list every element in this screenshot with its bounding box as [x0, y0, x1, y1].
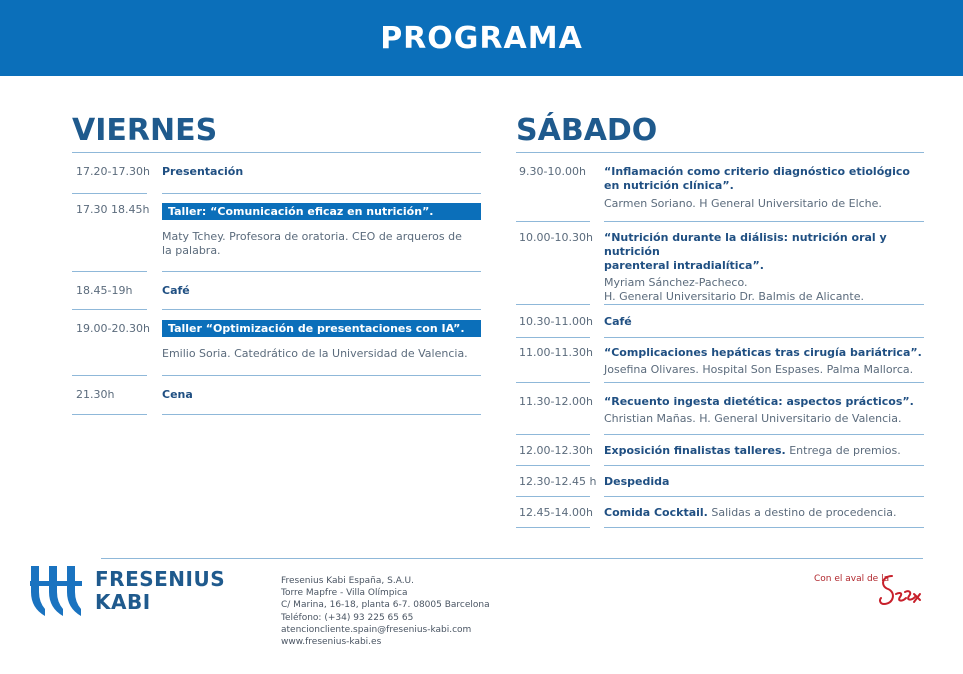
row-title-cont: parenteral intradialítica”.	[604, 259, 764, 272]
row-title: Café	[604, 315, 632, 328]
schedule-row	[516, 338, 924, 383]
logo-word-1: FRESENIUS	[95, 567, 226, 591]
row-speaker-cont: la palabra.	[162, 244, 221, 257]
row-title: Comida Cocktail.	[604, 506, 708, 519]
programa-banner	[0, 0, 963, 76]
row-content	[604, 222, 924, 305]
row-content	[604, 497, 924, 528]
row-title: Exposición finalistas talleres.	[604, 444, 786, 457]
schedule-row	[72, 272, 481, 310]
row-title: “Inflamación como criterio diagnóstico etiológico	[604, 165, 910, 178]
address-building: Torre Mapfre - Villa Olímpica	[281, 588, 408, 599]
logo-word-2: KABI	[95, 590, 151, 614]
row-title-cont: en nutrición clínica”.	[604, 179, 734, 192]
row-time: 12.45-14.00h	[519, 506, 593, 519]
friday-title: VIERNES	[72, 112, 481, 153]
page-title: PROGRAMA	[380, 20, 583, 56]
row-title: Cena	[162, 388, 193, 401]
row-title: Despedida	[604, 475, 670, 488]
fresenius-mark-icon	[30, 565, 82, 617]
logo-text	[95, 568, 225, 614]
row-content	[604, 466, 924, 497]
row-title: Café	[162, 284, 190, 297]
row-speaker: Josefina Olivares. Hospital Son Espases. Palma Mallorca.	[604, 363, 914, 376]
schedule-row	[72, 310, 481, 376]
address-street: C/ Marina, 16-18, planta 6-7. 08005 Barcelona	[281, 600, 490, 611]
seen-logo-icon	[878, 572, 928, 610]
row-content	[162, 310, 481, 376]
row-time: 18.45-19h	[76, 284, 133, 297]
schedule-row	[516, 383, 924, 435]
row-content	[604, 435, 924, 466]
row-note: Salidas a destino de procedencia.	[707, 506, 897, 519]
address-phone: Teléfono: (+34) 93 225 65 65	[281, 612, 414, 623]
row-time: 17.30 18.45h	[76, 203, 150, 216]
schedule-row	[72, 194, 481, 272]
address-company: Fresenius Kabi España, S.A.U.	[281, 576, 415, 586]
row-time: 12.30-12.45 h	[519, 475, 597, 488]
aval-text: Con el aval de la	[814, 574, 890, 584]
row-title: “Recuento ingesta dietética: aspectos prácticos”.	[604, 395, 914, 408]
schedule-row	[516, 497, 924, 528]
footer-divider	[101, 558, 923, 559]
row-time: 21.30h	[76, 388, 115, 401]
saturday-title: SÁBADO	[516, 112, 924, 153]
row-title-highlight: Taller “Optimización de presentaciones con IA”.	[162, 320, 481, 337]
row-title: “Complicaciones hepáticas tras cirugía bariátrica”.	[604, 346, 922, 359]
row-time: 19.00-20.30h	[76, 322, 150, 335]
row-time: 12.00-12.30h	[519, 444, 593, 457]
row-speaker: Myriam Sánchez-Pacheco.	[604, 276, 748, 289]
row-content	[162, 272, 481, 310]
row-content	[604, 305, 924, 338]
saturday-column	[516, 112, 924, 528]
row-content	[162, 376, 481, 415]
schedule-row	[516, 222, 924, 305]
address-email[interactable]: atencioncliente.spain@fresenius-kabi.com	[281, 624, 472, 635]
fresenius-logo	[30, 565, 225, 617]
schedule-row	[516, 466, 924, 497]
schedule-row	[516, 305, 924, 338]
row-time: 10.30-11.00h	[519, 315, 593, 328]
row-time: 17.20-17.30h	[76, 165, 150, 178]
row-content	[604, 338, 924, 383]
row-speaker: Carmen Soriano. H General Universitario de Elche.	[604, 197, 882, 210]
schedule-row	[72, 156, 481, 194]
row-speaker-cont: H. General Universitario Dr. Balmis de Alicante.	[604, 290, 864, 303]
schedule-row	[516, 156, 924, 222]
schedule-row	[516, 435, 924, 466]
row-speaker: Christian Mañas. H. General Universitario de Valencia.	[604, 412, 902, 425]
row-title: “Nutrición durante la diálisis: nutrición oral y nutrición	[604, 231, 887, 258]
friday-column	[72, 112, 481, 415]
address-website[interactable]: www.fresenius-kabi.es	[281, 637, 382, 648]
row-time: 10.00-10.30h	[519, 231, 593, 244]
company-address	[281, 575, 490, 648]
row-content	[162, 194, 481, 272]
row-speaker: Maty Tchey. Profesora de oratoria. CEO de arqueros de	[162, 230, 462, 243]
row-speaker: Emilio Soria. Catedrático de la Universidad de Valencia.	[162, 347, 468, 360]
row-title-highlight: Taller: “Comunicación eficaz en nutrición”.	[162, 203, 481, 220]
row-content	[162, 156, 481, 194]
row-time: 11.30-12.00h	[519, 395, 593, 408]
row-time: 11.00-11.30h	[519, 346, 593, 359]
row-content	[604, 156, 924, 222]
row-title: Presentación	[162, 165, 244, 178]
row-content	[604, 383, 924, 435]
row-note: Entrega de premios.	[785, 444, 901, 457]
row-time: 9.30-10.00h	[519, 165, 586, 178]
schedule-row	[72, 376, 481, 415]
